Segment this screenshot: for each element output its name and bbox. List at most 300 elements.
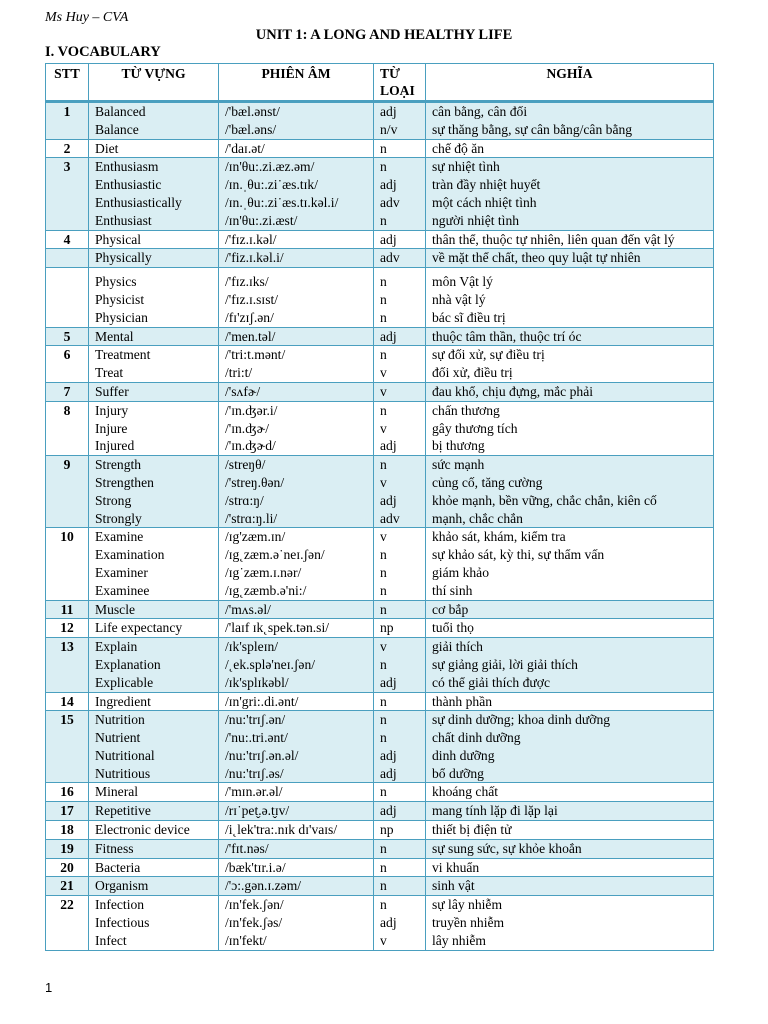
meaning-cell <box>426 401 714 455</box>
ipa-cell-line: /'tri:t.mənt/ <box>225 347 286 363</box>
ipa-cell <box>219 783 374 802</box>
meaning-cell-line: chấn thương <box>432 402 500 418</box>
pos-cell-line: adj <box>380 747 397 763</box>
word-cell <box>89 327 219 346</box>
ipa-cell <box>219 839 374 858</box>
word-cell-line: Examine <box>95 529 144 545</box>
word-cell <box>89 877 219 896</box>
stt-cell: 16 <box>46 783 89 802</box>
table-row <box>46 528 714 600</box>
stt-cell: 11 <box>46 600 89 619</box>
word-cell <box>89 600 219 619</box>
ipa-cell-line: /ɪn'fek.ʃən/ <box>225 897 284 913</box>
stt-cell <box>46 268 89 327</box>
ipa-cell-line: /'bæl.ənst/ <box>225 104 280 119</box>
ipa-cell <box>219 382 374 401</box>
ipa-cell-line: /ɪn'θu:.zi.æst/ <box>225 212 298 228</box>
table-row <box>46 401 714 455</box>
word-cell-line: Physicist <box>95 291 145 307</box>
table-row <box>46 619 714 638</box>
ipa-cell-line: /'ɔ:.gən.ɪ.zəm/ <box>225 878 302 894</box>
column-header-pos: TỪ LOẠI <box>374 64 426 102</box>
document-title: UNIT 1: A LONG AND HEALTHY LIFE <box>255 27 513 43</box>
ipa-cell <box>219 456 374 528</box>
meaning-cell <box>426 249 714 268</box>
meaning-cell <box>426 877 714 896</box>
pos-cell-line: n <box>380 601 387 617</box>
ipa-cell-line: /ɪn'fekt/ <box>225 932 267 948</box>
pos-cell-line: n <box>380 347 387 363</box>
meaning-cell-line: sức mạnh <box>432 457 485 473</box>
word-cell-line: Nutrient <box>95 730 141 746</box>
table-row <box>46 877 714 896</box>
pos-cell-line: adv <box>380 250 400 266</box>
pos-cell <box>374 102 426 140</box>
word-cell <box>89 249 219 268</box>
meaning-cell-line: thành phần <box>432 693 493 709</box>
stt-cell: 13 <box>46 638 89 692</box>
section-title: I. VOCABULARY <box>45 44 161 60</box>
word-cell-line: Infect <box>95 932 127 948</box>
column-header-ipa: PHIÊN ÂM <box>219 64 374 102</box>
ipa-cell-line: /i˛lek'tra:.nɪk dɪ'vaɪs/ <box>225 822 338 838</box>
ipa-cell-line: /'daɪ.ət/ <box>225 140 265 156</box>
ipa-cell <box>219 821 374 840</box>
ipa-cell-line: /'nu:.tri.ənt/ <box>225 730 288 746</box>
vocabulary-table <box>45 63 714 951</box>
ipa-cell-line: /ɪn.ˌθu:.zi˙æs.tɪ.kəl.i/ <box>225 194 339 210</box>
pos-cell-line: n <box>380 784 387 800</box>
ipa-cell-line: /ɪk'spleɪn/ <box>225 639 279 655</box>
meaning-cell-line: khoáng chất <box>432 784 499 800</box>
ipa-cell-line: /ɪn.ˌθu:.zi˙æs.tɪk/ <box>225 177 318 193</box>
ipa-cell-line: /ɪn'gri:.di.ənt/ <box>225 693 299 709</box>
pos-cell-line: n <box>380 212 387 228</box>
ipa-cell-line: /'sʌfɚ/ <box>225 383 261 399</box>
meaning-cell-line: sự nhiệt tình <box>432 159 500 175</box>
pos-cell-line: n <box>380 693 387 709</box>
stt-cell: 17 <box>46 802 89 821</box>
meaning-cell-line: một cách nhiệt tình <box>432 194 537 210</box>
pos-cell-line: adj <box>380 177 397 193</box>
word-cell-line: Strengthen <box>95 474 154 490</box>
meaning-cell-line: truyền nhiễm <box>432 915 505 931</box>
ipa-cell <box>219 327 374 346</box>
meaning-cell-line: cân bằng, cân đối <box>432 104 528 119</box>
ipa-cell <box>219 619 374 638</box>
pos-cell-line: n <box>380 840 387 856</box>
table-row <box>46 600 714 619</box>
pos-cell-line: n <box>380 859 387 875</box>
word-cell-line: Life expectancy <box>95 620 183 636</box>
pos-cell-line: adj <box>380 803 397 819</box>
meaning-cell <box>426 600 714 619</box>
pos-cell-line: n <box>380 656 387 672</box>
meaning-cell <box>426 456 714 528</box>
ipa-cell <box>219 711 374 783</box>
pos-cell-line: n <box>380 457 387 473</box>
pos-cell-line: adv <box>380 510 400 526</box>
stt-cell: 22 <box>46 896 89 950</box>
word-cell-line: Suffer <box>95 383 129 399</box>
ipa-cell <box>219 401 374 455</box>
word-cell-line: Balance <box>95 121 139 137</box>
pos-cell-line: np <box>380 620 394 636</box>
pos-cell-line: n <box>380 564 387 580</box>
meaning-cell <box>426 839 714 858</box>
stt-cell: 8 <box>46 401 89 455</box>
stt-cell: 18 <box>46 821 89 840</box>
meaning-cell <box>426 268 714 327</box>
word-cell <box>89 839 219 858</box>
ipa-cell-line: /'fɪz.ɪ.kəl/ <box>225 231 277 247</box>
meaning-cell-line: khảo sát, khám, kiểm tra <box>432 529 566 545</box>
ipa-cell-line: /'streŋ.θən/ <box>225 474 285 490</box>
ipa-cell-line: /'ɪn.ʤər.i/ <box>225 402 278 418</box>
word-cell <box>89 692 219 711</box>
pos-cell-line: v <box>380 474 387 490</box>
word-cell <box>89 401 219 455</box>
stt-cell: 2 <box>46 139 89 158</box>
meaning-cell <box>426 711 714 783</box>
word-cell <box>89 821 219 840</box>
meaning-cell-line: tràn đầy nhiệt huyết <box>432 177 541 193</box>
pos-cell-line: n <box>380 878 387 894</box>
meaning-cell-line: chế độ ăn <box>432 140 485 156</box>
pos-cell <box>374 783 426 802</box>
table-row <box>46 896 714 950</box>
pos-cell <box>374 401 426 455</box>
meaning-cell-line: đối xử, điều trị <box>432 365 513 381</box>
table-row <box>46 102 714 140</box>
ipa-cell-line: /'ɪn.ʤɚd/ <box>225 438 276 454</box>
pos-cell <box>374 692 426 711</box>
word-cell <box>89 346 219 383</box>
stt-cell: 12 <box>46 619 89 638</box>
meaning-cell-line: nhà vật lý <box>432 291 486 307</box>
word-cell-line: Ingredient <box>95 693 151 709</box>
ipa-cell-line: /'laɪf ɪk˛spek.tən.si/ <box>225 620 330 636</box>
pos-cell-line: n <box>380 897 387 913</box>
meaning-cell-line: sự dinh dưỡng; khoa dinh dưỡng <box>432 712 611 728</box>
pos-cell <box>374 346 426 383</box>
pos-cell <box>374 802 426 821</box>
stt-cell: 19 <box>46 839 89 858</box>
word-cell-line: Enthusiast <box>95 212 152 228</box>
pos-cell-line: adj <box>380 438 397 454</box>
table-row <box>46 327 714 346</box>
table-row <box>46 249 714 268</box>
stt-cell: 14 <box>46 692 89 711</box>
meaning-cell <box>426 821 714 840</box>
meaning-cell <box>426 858 714 877</box>
stt-cell: 10 <box>46 528 89 600</box>
meaning-cell-line: thiết bị điện tử <box>432 822 512 838</box>
table-header-row <box>46 64 714 102</box>
ipa-cell <box>219 346 374 383</box>
ipa-cell-line: /ɪg˛zæm.ə˙neɪ.ʃən/ <box>225 547 325 563</box>
word-cell <box>89 102 219 140</box>
table-row <box>46 839 714 858</box>
word-cell-line: Injury <box>95 402 129 418</box>
word-cell-line: Physical <box>95 231 142 247</box>
meaning-cell-line: gây thương tích <box>432 420 518 436</box>
meaning-cell <box>426 382 714 401</box>
table-row <box>46 346 714 383</box>
pos-cell <box>374 456 426 528</box>
meaning-cell-line: sự giảng giải, lời giải thích <box>432 656 578 672</box>
word-cell <box>89 802 219 821</box>
pos-cell <box>374 600 426 619</box>
pos-cell <box>374 230 426 249</box>
word-cell <box>89 858 219 877</box>
meaning-cell <box>426 158 714 230</box>
word-cell-line: Balanced <box>95 104 146 119</box>
word-cell <box>89 619 219 638</box>
pos-cell-line: adj <box>380 328 397 344</box>
meaning-cell <box>426 783 714 802</box>
meaning-cell <box>426 230 714 249</box>
meaning-cell-line: sự thăng bằng, sự cân bằng/cân bằng <box>432 121 633 137</box>
stt-cell: 6 <box>46 346 89 383</box>
pos-cell <box>374 268 426 327</box>
pos-cell-line: n <box>380 582 387 598</box>
word-cell-line: Examiner <box>95 564 148 580</box>
word-cell <box>89 268 219 327</box>
meaning-cell-line: mạnh, chắc chắn <box>432 510 523 526</box>
stt-cell: 20 <box>46 858 89 877</box>
pos-cell <box>374 327 426 346</box>
stt-cell: 21 <box>46 877 89 896</box>
word-cell <box>89 638 219 692</box>
ipa-cell-line: /rɪ˙pet̬.ə.t̬ɪv/ <box>225 803 290 819</box>
ipa-cell-line: /'strɑ:ŋ.li/ <box>225 510 278 526</box>
word-cell <box>89 896 219 950</box>
ipa-cell <box>219 692 374 711</box>
meaning-cell <box>426 692 714 711</box>
meaning-cell-line: bị thương <box>432 438 485 454</box>
word-cell <box>89 528 219 600</box>
pos-cell-line: adv <box>380 194 400 210</box>
ipa-cell-line: /ɪg'zæm.ɪn/ <box>225 529 286 545</box>
word-cell <box>89 382 219 401</box>
meaning-cell-line: giải thích <box>432 639 483 655</box>
meaning-cell-line: bác sĩ điều trị <box>432 309 506 325</box>
pos-cell-line: v <box>380 639 387 655</box>
pos-cell-line: v <box>380 420 387 436</box>
word-cell-line: Explicable <box>95 674 154 690</box>
ipa-cell <box>219 249 374 268</box>
pos-cell <box>374 896 426 950</box>
column-header-stt: STT <box>46 64 89 102</box>
ipa-cell-line: /ɪn'θu:.zi.æz.əm/ <box>225 159 315 175</box>
ipa-cell-line: /nu:'trɪʃ.əs/ <box>225 765 284 781</box>
word-cell-line: Infection <box>95 897 145 913</box>
meaning-cell <box>426 139 714 158</box>
ipa-cell-line: /ɪk'splɪkəbl/ <box>225 674 289 690</box>
meaning-cell <box>426 802 714 821</box>
word-cell-line: Enthusiasm <box>95 159 159 175</box>
meaning-cell-line: thí sinh <box>432 582 473 598</box>
word-cell-line: Mental <box>95 328 134 344</box>
ipa-cell-line: /'mɪn.ər.əl/ <box>225 784 283 800</box>
word-cell <box>89 711 219 783</box>
pos-cell-line: n/v <box>380 121 398 137</box>
meaning-cell-line: có thể giải thích được <box>432 674 550 690</box>
ipa-cell <box>219 139 374 158</box>
table-row <box>46 158 714 230</box>
table-row <box>46 638 714 692</box>
pos-cell-line: adj <box>380 231 397 247</box>
pos-cell <box>374 619 426 638</box>
ipa-cell-line: /streŋθ/ <box>225 457 266 473</box>
meaning-cell-line: về mặt thể chất, theo quy luật tự nhiên <box>432 250 641 266</box>
ipa-cell-line: /'fɪz.ɪks/ <box>225 274 269 290</box>
ipa-cell <box>219 268 374 327</box>
stt-cell: 7 <box>46 382 89 401</box>
ipa-cell <box>219 528 374 600</box>
pos-cell <box>374 839 426 858</box>
table-row <box>46 456 714 528</box>
word-cell-line: Infectious <box>95 915 150 931</box>
ipa-cell-line: /'bæl.əns/ <box>225 121 277 137</box>
word-cell-line: Fitness <box>95 840 134 856</box>
stt-cell <box>46 249 89 268</box>
stt-cell: 4 <box>46 230 89 249</box>
table-row <box>46 802 714 821</box>
pos-cell-line: n <box>380 140 387 156</box>
ipa-cell-line: /'fiz.ɪ.kəl.i/ <box>225 250 284 266</box>
word-cell-line: Examinee <box>95 582 150 598</box>
word-cell-line: Nutritional <box>95 747 155 763</box>
meaning-cell <box>426 102 714 140</box>
word-cell-line: Physically <box>95 250 152 266</box>
ipa-cell-line: /˛ek.splə'neɪ.ʃən/ <box>225 656 316 672</box>
meaning-cell-line: sinh vật <box>432 878 475 894</box>
meaning-cell-line: thuộc tâm thần, thuộc trí óc <box>432 328 582 344</box>
ipa-cell <box>219 158 374 230</box>
vocabulary-table-body <box>46 102 714 951</box>
meaning-cell-line: củng cố, tăng cường <box>432 474 543 490</box>
stt-cell: 3 <box>46 158 89 230</box>
word-cell-line: Organism <box>95 878 149 894</box>
word-cell-line: Diet <box>95 140 119 156</box>
ipa-cell <box>219 600 374 619</box>
pos-cell <box>374 249 426 268</box>
word-cell-line: Strong <box>95 492 132 508</box>
table-row <box>46 783 714 802</box>
meaning-cell-line: giám khảo <box>432 564 490 580</box>
meaning-cell <box>426 528 714 600</box>
word-cell-line: Bacteria <box>95 859 141 875</box>
table-row <box>46 692 714 711</box>
pos-cell-line: n <box>380 274 387 290</box>
word-cell-line: Repetitive <box>95 803 151 819</box>
pos-cell-line: adj <box>380 765 397 781</box>
meaning-cell <box>426 896 714 950</box>
pos-cell <box>374 858 426 877</box>
table-row <box>46 382 714 401</box>
pos-cell-line: n <box>380 402 387 418</box>
column-header-meaning: NGHĨA <box>426 64 714 102</box>
word-cell <box>89 783 219 802</box>
column-header-word: TỪ VỰNG <box>89 64 219 102</box>
word-cell-line: Physics <box>95 274 137 290</box>
stt-cell: 9 <box>46 456 89 528</box>
word-cell-line: Nutrition <box>95 712 145 728</box>
meaning-cell-line: thân thể, thuộc tự nhiên, liên quan đến vật lý <box>432 231 675 247</box>
table-row <box>46 268 714 327</box>
word-cell-line: Mineral <box>95 784 139 800</box>
word-cell-line: Treat <box>95 365 124 381</box>
table-row <box>46 139 714 158</box>
meaning-cell-line: sự sung sức, sự khỏe khoắn <box>432 840 582 856</box>
pos-cell <box>374 821 426 840</box>
word-cell-line: Injure <box>95 420 128 436</box>
pos-cell-line: adj <box>380 915 397 931</box>
ipa-cell-line: /bæk'tɪr.i.ə/ <box>225 859 286 875</box>
word-cell-line: Strength <box>95 457 142 473</box>
pos-cell <box>374 638 426 692</box>
word-cell-line: Examination <box>95 547 165 563</box>
stt-cell: 1 <box>46 102 89 140</box>
meaning-cell-line: chất dinh dưỡng <box>432 730 521 746</box>
word-cell-line: Explanation <box>95 656 161 672</box>
meaning-cell-line: môn Vật lý <box>432 274 493 290</box>
pos-cell-line: n <box>380 309 387 325</box>
ipa-cell-line: /tri:t/ <box>225 365 253 381</box>
meaning-cell <box>426 638 714 692</box>
pos-cell <box>374 139 426 158</box>
word-cell-line: Electronic device <box>95 822 190 838</box>
word-cell <box>89 139 219 158</box>
meaning-cell-line: sự khảo sát, kỳ thi, sự thẩm vấn <box>432 547 605 563</box>
table-row <box>46 821 714 840</box>
meaning-cell-line: sự lây nhiễm <box>432 897 503 913</box>
meaning-cell-line: khỏe mạnh, bền vững, chắc chắn, kiên cố <box>432 492 657 508</box>
stt-cell: 15 <box>46 711 89 783</box>
meaning-cell <box>426 346 714 383</box>
pos-cell <box>374 382 426 401</box>
pos-cell-line: n <box>380 730 387 746</box>
ipa-cell-line: /'fɪt.nəs/ <box>225 840 269 856</box>
ipa-cell <box>219 102 374 140</box>
word-cell <box>89 456 219 528</box>
ipa-cell <box>219 230 374 249</box>
word-cell-line: Injured <box>95 438 135 454</box>
ipa-cell-line: /ɪn'fek.ʃəs/ <box>225 915 283 931</box>
ipa-cell-line: /'men.təl/ <box>225 328 276 344</box>
pos-cell-line: n <box>380 547 387 563</box>
ipa-cell-line: /'mʌs.əl/ <box>225 601 271 617</box>
word-cell-line: Enthusiastic <box>95 177 162 193</box>
meaning-cell-line: mang tính lặp đi lặp lại <box>432 803 558 819</box>
pos-cell <box>374 158 426 230</box>
ipa-cell-line: /nu:'trɪʃ.ən.əl/ <box>225 747 299 763</box>
word-cell <box>89 158 219 230</box>
ipa-cell <box>219 802 374 821</box>
page-number: 1 <box>45 980 53 995</box>
pos-cell-line: np <box>380 822 394 838</box>
meaning-cell <box>426 619 714 638</box>
meaning-cell-line: cơ bắp <box>432 601 469 617</box>
word-cell-line: Strongly <box>95 510 142 526</box>
word-cell-line: Treatment <box>95 347 151 363</box>
table-row <box>46 858 714 877</box>
pos-cell <box>374 711 426 783</box>
meaning-cell-line: lây nhiễm <box>432 932 486 948</box>
pos-cell <box>374 528 426 600</box>
